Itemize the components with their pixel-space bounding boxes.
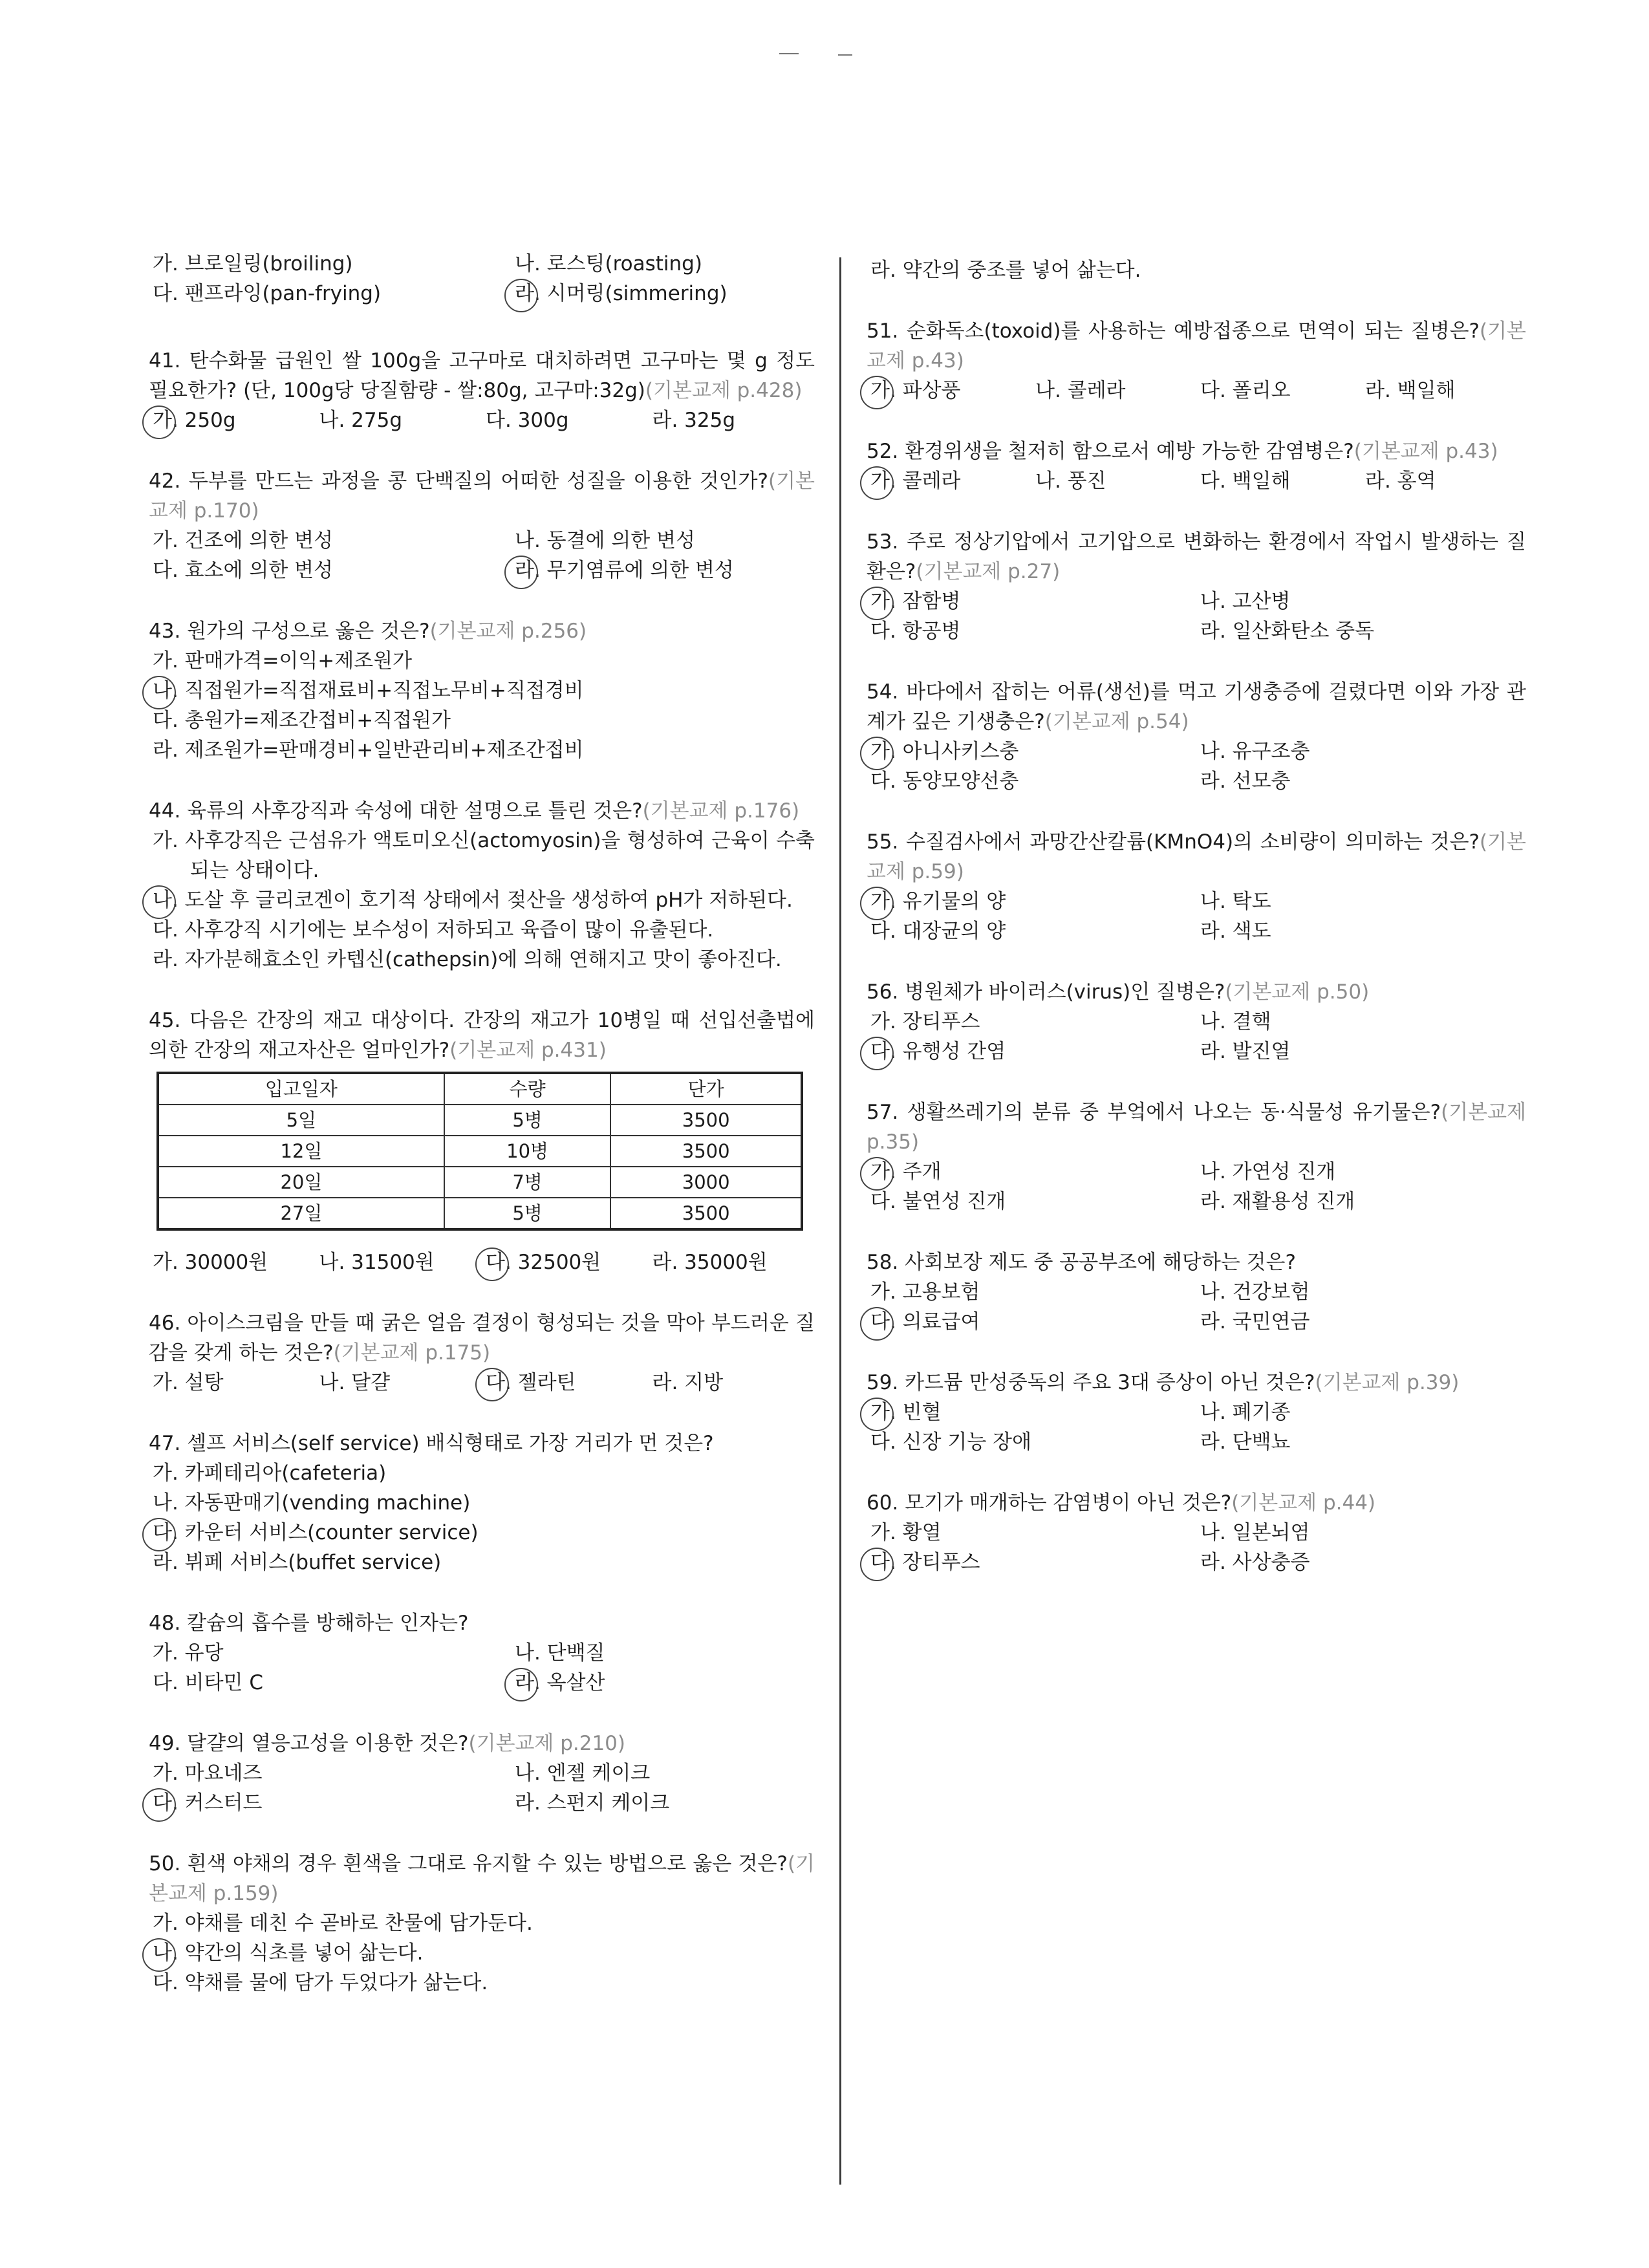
option[interactable]: 나. 탁도 bbox=[1200, 890, 1271, 913]
option-selected[interactable]: 다. 카운터 서비스(counter service) bbox=[149, 1518, 815, 1548]
textbook-reference: (기본교제 p.176) bbox=[642, 799, 800, 823]
answer-options bbox=[867, 1277, 1526, 1337]
option[interactable]: 다. 비타민 C bbox=[153, 1671, 263, 1694]
table-row bbox=[158, 1167, 802, 1198]
question-stem bbox=[867, 1368, 1526, 1398]
question-stem bbox=[867, 437, 1526, 466]
option[interactable]: 다. 사후강직 시기에는 보수성이 저하되고 육즙이 많이 유출된다. bbox=[153, 918, 714, 942]
question-stem bbox=[149, 466, 815, 526]
option[interactable]: 가. 장티푸스 bbox=[870, 1010, 980, 1033]
textbook-reference: (기본교제 p.50) bbox=[1225, 980, 1370, 1004]
textbook-reference: (기본교제 p.256) bbox=[429, 620, 587, 643]
question-42 bbox=[149, 466, 815, 585]
table-cell: 20일 bbox=[158, 1167, 444, 1198]
question-text: 60. 모기가 매개하는 감염병이 아닌 것은? bbox=[867, 1491, 1232, 1515]
option-selected[interactable]: 가. 파상풍 bbox=[867, 376, 1031, 405]
option[interactable]: 나. 275g bbox=[319, 409, 403, 432]
option-selected[interactable]: 다. 젤라틴 bbox=[482, 1368, 649, 1398]
question-56 bbox=[867, 977, 1526, 1066]
question-stem bbox=[867, 527, 1526, 587]
option[interactable]: 라. 지방 bbox=[652, 1371, 724, 1394]
option-selected[interactable]: 나. 약간의 식초를 넣어 삶는다. bbox=[149, 1938, 815, 1968]
question-stem bbox=[149, 1006, 815, 1065]
answer-options bbox=[867, 1007, 1526, 1066]
question-46 bbox=[149, 1308, 815, 1398]
question-text: 48. 칼슘의 흡수를 방해하는 인자는? bbox=[149, 1612, 469, 1635]
option[interactable]: 가. 카페테리아(cafeteria) bbox=[153, 1462, 387, 1485]
question-43 bbox=[149, 616, 815, 765]
question-stem bbox=[867, 1097, 1526, 1157]
question-text: 59. 카드뮴 만성중독의 주요 3대 증상이 아닌 것은? bbox=[867, 1371, 1315, 1394]
option[interactable]: 가. 설탕 bbox=[153, 1371, 224, 1394]
option[interactable]: 나. 엔젤 케이크 bbox=[515, 1762, 651, 1785]
question-text: 56. 병원체가 바이러스(virus)인 질병은? bbox=[867, 980, 1225, 1004]
question-text: 53. 주로 정상기압에서 고기압으로 변화하는 환경에서 작업시 발생하는 질환은? bbox=[867, 530, 1526, 583]
table-cell: 10병 bbox=[444, 1136, 611, 1167]
option[interactable]: 다. 대장균의 양 bbox=[870, 920, 1006, 943]
question-44 bbox=[149, 796, 815, 975]
answer-options bbox=[867, 737, 1526, 796]
option-selected[interactable]: 나. 도살 후 글리코겐이 호기적 상태에서 젖산을 생성하여 pH가 저하된다. bbox=[149, 885, 815, 915]
answer-options bbox=[867, 1398, 1526, 1457]
question-text: 46. 아이스크림을 만들 때 굵은 얼음 결정이 형성되는 것을 막아 부드러운 질감을 갖게 하는 것은? bbox=[149, 1312, 815, 1365]
option[interactable]: 가. 마요네즈 bbox=[153, 1762, 263, 1785]
textbook-reference: (기본교제 p.59) bbox=[867, 830, 1526, 883]
option[interactable]: 나. 로스팅(roasting) bbox=[515, 252, 702, 275]
option[interactable]: 가. 고용보험 bbox=[870, 1280, 980, 1304]
answer-options bbox=[149, 826, 815, 975]
textbook-reference: (기본교제 p.39) bbox=[1315, 1371, 1460, 1394]
option[interactable]: 다. 신장 기능 장애 bbox=[870, 1431, 1032, 1454]
option[interactable]: 나. 31500원 bbox=[319, 1251, 435, 1274]
table-cell: 3500 bbox=[610, 1198, 802, 1229]
question-53 bbox=[867, 527, 1526, 646]
textbook-reference: (기본교제 p.175) bbox=[333, 1341, 491, 1365]
option[interactable]: 라. 제조원가=판매경비+일반관리비+제조간접비 bbox=[153, 739, 584, 762]
question-stem bbox=[149, 1729, 815, 1758]
column-divider bbox=[839, 257, 841, 2185]
answer-options bbox=[149, 1368, 815, 1398]
answer-options bbox=[149, 405, 815, 435]
column-header: 입고일자 bbox=[158, 1073, 444, 1105]
question-stem bbox=[867, 677, 1526, 737]
option[interactable]: 나. 폐기종 bbox=[1200, 1401, 1291, 1424]
textbook-reference: (기본교제 p.43) bbox=[1353, 440, 1498, 463]
question-stem bbox=[867, 1247, 1526, 1277]
question-48 bbox=[149, 1608, 815, 1698]
option[interactable]: 다. 효소에 의한 변성 bbox=[153, 559, 333, 582]
option[interactable]: 가. 브로일링(broiling) bbox=[153, 252, 353, 275]
question-47 bbox=[149, 1429, 815, 1577]
option[interactable]: 다. 총원가=제조간접비+직접원가 bbox=[153, 709, 451, 732]
textbook-reference: (기본교제 p.428) bbox=[645, 379, 803, 402]
option-selected[interactable]: 가. 주개 bbox=[867, 1157, 1196, 1187]
question-text: 47. 셀프 서비스(self service) 배식형태로 가장 거리가 먼 것은? bbox=[149, 1432, 714, 1455]
option[interactable]: 나. 일본뇌염 bbox=[1200, 1521, 1310, 1544]
answer-options bbox=[149, 1758, 815, 1818]
answer-options bbox=[867, 887, 1526, 946]
question-stem bbox=[149, 796, 815, 826]
option-selected[interactable]: 다. 장티푸스 bbox=[867, 1548, 1196, 1577]
option[interactable]: 라. 일산화탄소 중독 bbox=[1200, 620, 1375, 643]
option-selected[interactable]: 라. 시머링(simmering) bbox=[511, 279, 815, 308]
option[interactable]: 가. 판매가격=이익+제조원가 bbox=[153, 649, 413, 673]
table-cell: 3500 bbox=[610, 1136, 802, 1167]
question-stem bbox=[867, 1488, 1526, 1518]
option[interactable]: 다. 동양모양선충 bbox=[870, 770, 1019, 793]
answer-options bbox=[149, 1247, 815, 1277]
left-column bbox=[149, 249, 815, 1998]
question-text: 42. 두부를 만드는 과정을 콩 단백질의 어떠한 성질을 이용한 것인가? bbox=[149, 470, 768, 493]
textbook-reference: (기본교제 p.27) bbox=[916, 560, 1061, 583]
question-stem bbox=[867, 827, 1526, 887]
textbook-reference: (기본교제 p.170) bbox=[149, 470, 815, 523]
option-selected[interactable]: 가. 아니사키스충 bbox=[867, 737, 1196, 766]
table-cell: 5병 bbox=[444, 1198, 611, 1229]
answer-options bbox=[867, 255, 1526, 285]
table-cell: 3500 bbox=[610, 1105, 802, 1136]
option[interactable]: 나. 콜레라 bbox=[1035, 379, 1126, 402]
question-58 bbox=[867, 1247, 1526, 1337]
question-52 bbox=[867, 437, 1526, 496]
option-selected[interactable]: 라. 무기염류에 의한 변성 bbox=[511, 556, 815, 585]
question-stem bbox=[149, 1429, 815, 1458]
option-selected[interactable]: 가. 빈혈 bbox=[867, 1398, 1196, 1427]
option-selected[interactable]: 다. 커스터드 bbox=[149, 1788, 511, 1818]
question-49 bbox=[149, 1729, 815, 1818]
option-selected[interactable]: 가. 250g bbox=[149, 405, 316, 435]
option[interactable]: 나. 자동판매기(vending machine) bbox=[153, 1491, 471, 1515]
question-text: 41. 탄수화물 급원인 쌀 100g을 고구마로 대치하려면 고구마는 몇 g 정도 필요한가? (단, 100g당 당질함량 - 쌀:80g, 고구마:32g) bbox=[149, 349, 815, 402]
answer-options bbox=[867, 1157, 1526, 1216]
textbook-reference: (기본교제 p.44) bbox=[1231, 1491, 1376, 1515]
question-stem bbox=[149, 1308, 815, 1368]
option[interactable]: 다. 300g bbox=[486, 409, 569, 432]
table-cell: 5병 bbox=[444, 1105, 611, 1136]
option[interactable]: 라. 색도 bbox=[1200, 920, 1271, 943]
column-header: 단가 bbox=[610, 1073, 802, 1105]
question-57 bbox=[867, 1097, 1526, 1216]
question-50 bbox=[149, 1849, 815, 1998]
table-row bbox=[158, 1105, 802, 1136]
table-cell: 5일 bbox=[158, 1105, 444, 1136]
option[interactable]: 가. 30000원 bbox=[153, 1251, 268, 1274]
answer-options bbox=[149, 526, 815, 585]
answer-options bbox=[149, 1908, 815, 1998]
question-text: 45. 다음은 간장의 재고 대상이다. 간장의 재고가 10병일 때 선입선출법에 의한 간장의 재고자산은 얼마인가? bbox=[149, 1009, 815, 1062]
answer-options bbox=[867, 1518, 1526, 1577]
question-59 bbox=[867, 1368, 1526, 1457]
option-selected[interactable]: 나. 직접원가=직접재료비+직접노무비+직접경비 bbox=[149, 676, 815, 706]
table-row bbox=[158, 1198, 802, 1229]
table-cell: 3000 bbox=[610, 1167, 802, 1198]
option-selected[interactable]: 가. 유기물의 양 bbox=[867, 887, 1196, 916]
option[interactable]: 다. 불연성 진개 bbox=[870, 1190, 1006, 1213]
option[interactable]: 라. 재활용성 진개 bbox=[1200, 1190, 1355, 1213]
table-row bbox=[158, 1136, 802, 1167]
textbook-reference: (기본교제 p.159) bbox=[149, 1852, 815, 1905]
table-cell: 7병 bbox=[444, 1167, 611, 1198]
answer-options bbox=[149, 249, 815, 308]
answer-options bbox=[867, 587, 1526, 646]
option[interactable]: 가. 유당 bbox=[153, 1641, 224, 1665]
option[interactable]: 나. 풍진 bbox=[1035, 470, 1106, 493]
question-stem bbox=[149, 346, 815, 405]
option[interactable]: 가. 건조에 의한 변성 bbox=[153, 529, 333, 552]
option[interactable]: 나. 달걀 bbox=[319, 1371, 391, 1394]
right-column bbox=[867, 255, 1526, 1577]
option[interactable]: 가. 사후강직은 근섬유가 액토미오신(actomyosin)을 형성하여 근육이 수축되는 상태이다. bbox=[153, 829, 815, 882]
textbook-reference: (기본교제 p.431) bbox=[449, 1039, 607, 1062]
option[interactable]: 라. 홍역 bbox=[1365, 470, 1436, 493]
option-selected[interactable]: 가. 잠함병 bbox=[867, 587, 1196, 616]
option[interactable]: 라. 35000원 bbox=[652, 1251, 768, 1274]
question-text: 43. 원가의 구성으로 옳은 것은? bbox=[149, 620, 430, 643]
option[interactable]: 나. 유구조충 bbox=[1200, 740, 1310, 763]
option[interactable]: 다. 팬프라잉(pan-frying) bbox=[153, 282, 382, 305]
option-selected[interactable]: 다. 32500원 bbox=[482, 1247, 649, 1277]
table-cell: 12일 bbox=[158, 1136, 444, 1167]
inventory-table bbox=[156, 1072, 803, 1231]
option[interactable]: 나. 단백질 bbox=[515, 1641, 605, 1665]
question-41 bbox=[149, 346, 815, 435]
option[interactable]: 나. 고산병 bbox=[1200, 590, 1291, 613]
option[interactable]: 라. 단백뇨 bbox=[1200, 1431, 1291, 1454]
question-text: 44. 육류의 사후강직과 숙성에 대한 설명으로 틀린 것은? bbox=[149, 799, 643, 823]
question-text: 54. 바다에서 잡히는 어류(생선)를 먹고 기생충증에 걸렸다면 이와 가장 관계가 깊은 기생충은? bbox=[867, 680, 1526, 733]
option-selected[interactable]: 라. 옥살산 bbox=[511, 1668, 815, 1698]
question-stem bbox=[149, 1849, 815, 1908]
answer-options bbox=[149, 646, 815, 765]
option[interactable]: 다. 폴리오 bbox=[1200, 379, 1291, 402]
question-stem bbox=[149, 616, 815, 646]
option[interactable]: 라. 백일해 bbox=[1365, 379, 1456, 402]
question-text: 51. 순화독소(toxoid)를 사용하는 예방접종으로 면역이 되는 질병은? bbox=[867, 319, 1480, 343]
option[interactable]: 라. 사상충증 bbox=[1200, 1551, 1310, 1574]
option[interactable]: 나. 가연성 진개 bbox=[1200, 1160, 1336, 1183]
option[interactable]: 라. 국민연금 bbox=[1200, 1310, 1310, 1334]
option[interactable]: 다. 약채를 물에 담가 두었다가 삶는다. bbox=[153, 1971, 488, 1994]
answer-options bbox=[149, 1638, 815, 1698]
question-stem bbox=[149, 1608, 815, 1638]
question-text: 52. 환경위생을 철저히 함으로서 예방 가능한 감염병은? bbox=[867, 440, 1354, 463]
table-cell: 27일 bbox=[158, 1198, 444, 1229]
question-45 bbox=[149, 1006, 815, 1277]
option[interactable]: 가. 야채를 데친 수 곧바로 찬물에 담가둔다. bbox=[153, 1912, 533, 1935]
answer-options bbox=[867, 466, 1526, 496]
option[interactable]: 라. 선모충 bbox=[1200, 770, 1291, 793]
question-text: 58. 사회보장 제도 중 공공부조에 해당하는 것은? bbox=[867, 1251, 1296, 1274]
question-text: 49. 달걀의 열응고성을 이용한 것은? bbox=[149, 1732, 469, 1755]
textbook-reference: (기본교제 p.35) bbox=[867, 1101, 1526, 1154]
option[interactable]: 나. 결핵 bbox=[1200, 1010, 1271, 1033]
option[interactable]: 라. 자가분해효소인 카텝신(cathepsin)에 의해 연해지고 맛이 좋아진다. bbox=[153, 948, 782, 971]
question-text: 57. 생활쓰레기의 분류 중 부엌에서 나오는 동·식물성 유기물은? bbox=[867, 1101, 1441, 1124]
textbook-reference: (기본교제 p.54) bbox=[1044, 710, 1189, 733]
scan-mark bbox=[779, 53, 799, 54]
textbook-reference: (기본교제 p.210) bbox=[468, 1732, 625, 1755]
option[interactable]: 나. 건강보험 bbox=[1200, 1280, 1310, 1304]
table-header-row bbox=[158, 1073, 802, 1105]
option[interactable]: 라. 약간의 중조를 넣어 삶는다. bbox=[870, 259, 1141, 282]
option[interactable]: 다. 백일해 bbox=[1200, 470, 1291, 493]
option[interactable]: 라. 발진열 bbox=[1200, 1040, 1291, 1063]
answer-options bbox=[867, 376, 1526, 405]
textbook-reference: (기본교제 p.43) bbox=[867, 319, 1526, 373]
option[interactable]: 라. 뷔페 서비스(buffet service) bbox=[153, 1551, 442, 1574]
question-60 bbox=[867, 1488, 1526, 1577]
option-selected[interactable]: 다. 유행성 간염 bbox=[867, 1037, 1196, 1066]
inventory-table-wrapper bbox=[156, 1072, 803, 1231]
question-stem bbox=[867, 977, 1526, 1007]
answer-options bbox=[149, 1458, 815, 1577]
option[interactable]: 가. 황열 bbox=[870, 1521, 942, 1544]
option[interactable]: 나. 동결에 의한 변성 bbox=[515, 529, 695, 552]
question-text: 55. 수질검사에서 과망간산칼륨(KMnO4)의 소비량이 의미하는 것은? bbox=[867, 830, 1480, 854]
question-50-continued bbox=[867, 255, 1526, 285]
column-header: 수량 bbox=[444, 1073, 611, 1105]
question-55 bbox=[867, 827, 1526, 946]
scan-mark bbox=[838, 54, 852, 56]
option[interactable]: 라. 스펀지 케이크 bbox=[515, 1791, 670, 1815]
question-40-continued bbox=[149, 249, 815, 308]
question-51 bbox=[867, 316, 1526, 405]
question-stem bbox=[867, 316, 1526, 376]
question-54 bbox=[867, 677, 1526, 796]
option[interactable]: 다. 항공병 bbox=[870, 620, 961, 643]
option[interactable]: 라. 325g bbox=[652, 409, 736, 432]
question-text: 50. 흰색 야채의 경우 흰색을 그대로 유지할 수 있는 방법으로 옳은 것은? bbox=[149, 1852, 788, 1875]
option-selected[interactable]: 다. 의료급여 bbox=[867, 1307, 1196, 1337]
option-selected[interactable]: 가. 콜레라 bbox=[867, 466, 1031, 496]
